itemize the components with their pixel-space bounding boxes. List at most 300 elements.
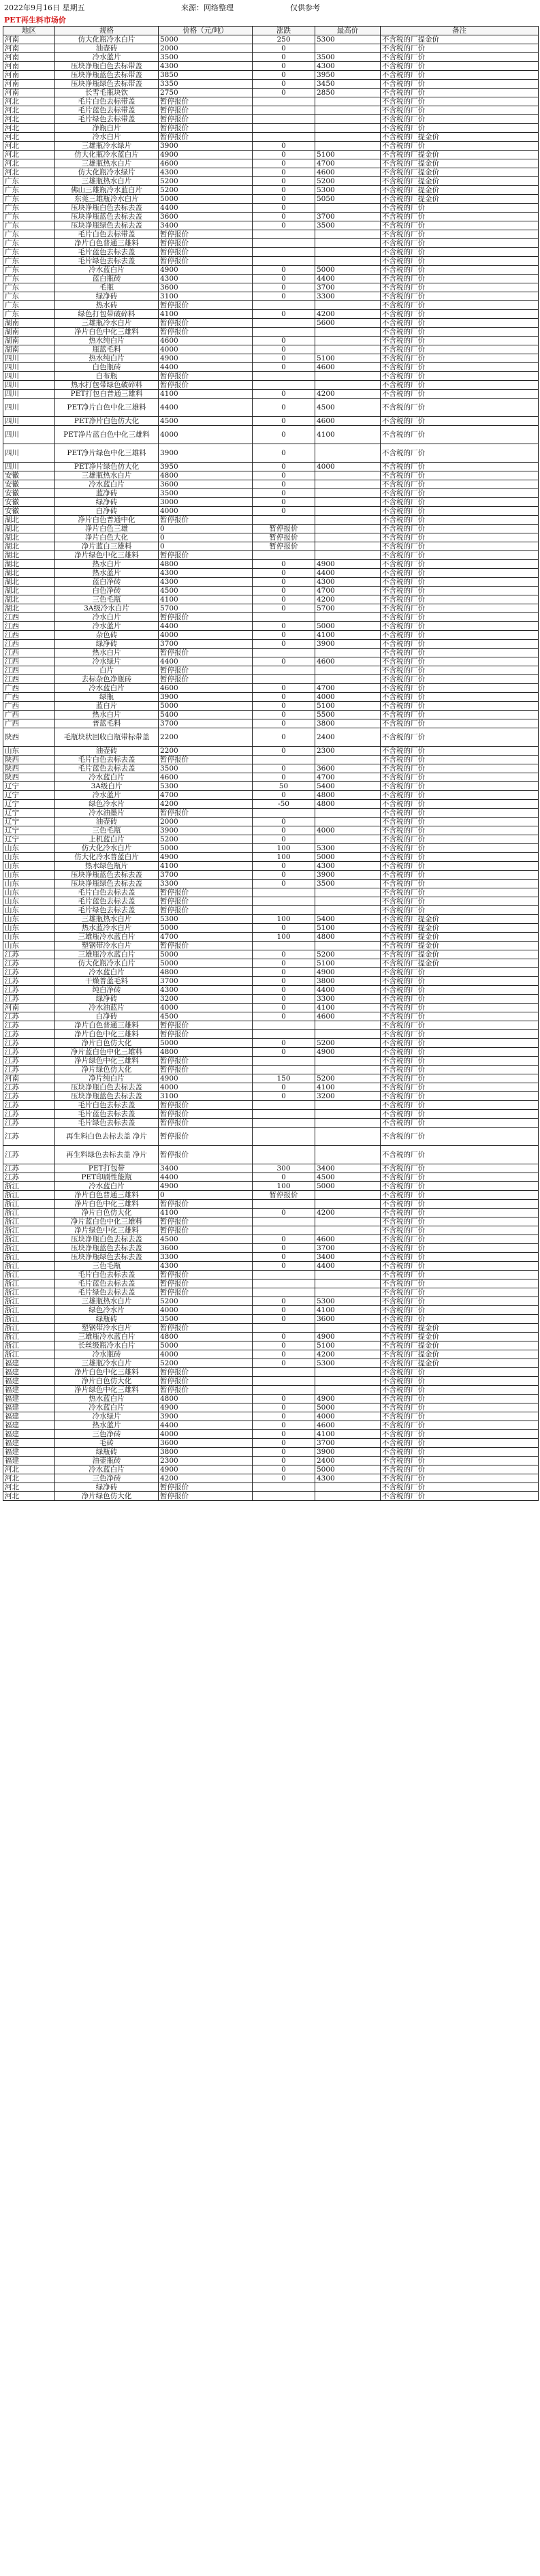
cell-region: 河北 [3, 1483, 55, 1492]
table-row [3, 106, 539, 115]
cell-region: 辽宁 [3, 835, 55, 844]
cell-spec: 绿色打包带破碎料 [55, 310, 159, 319]
cell-spec: 净片绿色中化三雄料 [55, 1226, 159, 1235]
cell-note: 不含税的厂价 [381, 1395, 539, 1403]
cell-spec: 佛山三雄瓶冷水蓝白片 [55, 186, 159, 195]
cell-price: 4800 [159, 560, 253, 569]
table-row [3, 800, 539, 809]
cell-spec: 白片 [55, 666, 159, 675]
cell-note: 不含税的厂价 [381, 525, 539, 533]
table-row [3, 1324, 539, 1333]
cell-change: 0 [253, 471, 315, 480]
price-table-body [3, 35, 539, 1501]
cell-change: 0 [253, 168, 315, 177]
cell-price: 暂停报价 [159, 1057, 253, 1066]
table-row [3, 1483, 539, 1492]
table-row [3, 1173, 539, 1182]
cell-region: 福建 [3, 1395, 55, 1403]
cell-change [253, 675, 315, 684]
cell-spec: 冷水蓝白片 [55, 1403, 159, 1412]
cell-note: 不含税的厂价 [381, 1057, 539, 1066]
table-row [3, 292, 539, 301]
cell-region: 江西 [3, 657, 55, 666]
cell-change: 0 [253, 1465, 315, 1474]
cell-high: 5400 [315, 782, 381, 791]
cell-change: 100 [253, 853, 315, 862]
cell-note: 不含税的厂价 [381, 782, 539, 791]
cell-region: 陕西 [3, 773, 55, 782]
cell-note: 不含税的厂价 [381, 1439, 539, 1448]
cell-spec: 冷水绿片 [55, 1412, 159, 1421]
cell-high: 4600 [315, 1012, 381, 1021]
cell-high [315, 471, 381, 480]
cell-high [315, 444, 381, 463]
cell-spec: PET打包白普通三雄料 [55, 390, 159, 399]
cell-region: 浙江 [3, 1350, 55, 1359]
cell-change: 0 [253, 569, 315, 578]
cell-spec: 蓝白片 [55, 702, 159, 711]
cell-change: 0 [253, 417, 315, 426]
cell-spec: 冷水蓝白片 [55, 1465, 159, 1474]
table-row [3, 283, 539, 292]
cell-spec: 冷水瓶砖 [55, 1350, 159, 1359]
cell-high: 3200 [315, 1092, 381, 1101]
table-row [3, 657, 539, 666]
cell-note: 不含税的厂价 [381, 649, 539, 657]
cell-spec: 冷水油墨片 [55, 809, 159, 818]
cell-spec: 白布瓶 [55, 372, 159, 381]
cell-change: 0 [253, 71, 315, 80]
cell-high: 5300 [315, 1297, 381, 1306]
cell-price: 4500 [159, 587, 253, 595]
cell-change: 0 [253, 195, 315, 204]
cell-note: 不含税的厂价 [381, 80, 539, 89]
table-row [3, 809, 539, 818]
cell-region: 浙江 [3, 1200, 55, 1209]
cell-note: 不含税的厂价 [381, 507, 539, 516]
cell-spec: 毛片白色去标去盖 [55, 1271, 159, 1279]
cell-spec: 压块净瓶蓝色去标去盖 [55, 213, 159, 221]
cell-region: 山东 [3, 853, 55, 862]
cell-price: 4500 [159, 1012, 253, 1021]
cell-high: 4600 [315, 363, 381, 372]
cell-change: 0 [253, 177, 315, 186]
cell-high [315, 906, 381, 915]
cell-spec: 油壶砖 [55, 818, 159, 826]
table-row [3, 133, 539, 142]
table-row [3, 525, 539, 533]
cell-high: 4800 [315, 791, 381, 800]
cell-price: 暂停报价 [159, 115, 253, 124]
cell-high: 5400 [315, 915, 381, 924]
cell-region: 福建 [3, 1386, 55, 1395]
cell-spec: PET净片蓝白色中化三雄料 [55, 426, 159, 444]
table-row [3, 1164, 539, 1173]
cell-spec: 净片白色大化 [55, 533, 159, 542]
cell-change: 0 [253, 80, 315, 89]
cell-price: 5000 [159, 702, 253, 711]
cell-high: 4900 [315, 1048, 381, 1057]
cell-price: 5400 [159, 711, 253, 719]
cell-region: 江苏 [3, 1057, 55, 1066]
cell-price: 4600 [159, 337, 253, 345]
cell-note: 不含税的厂价 [381, 516, 539, 525]
cell-note: 不含税的厂提金价 [381, 168, 539, 177]
cell-price: 暂停报价 [159, 675, 253, 684]
cell-price: 3300 [159, 880, 253, 888]
cell-note: 不含税的厂价 [381, 666, 539, 675]
cell-spec: 净片白色仿大化 [55, 1209, 159, 1217]
cell-high: 3500 [315, 221, 381, 230]
cell-note: 不含税的厂价 [381, 301, 539, 310]
cell-spec: 冷水蓝片 [55, 622, 159, 631]
cell-region: 福建 [3, 1430, 55, 1439]
cell-high: 4400 [315, 275, 381, 283]
cell-note: 不含税的厂价 [381, 551, 539, 560]
cell-high: 5100 [315, 354, 381, 363]
cell-high: 4600 [315, 1421, 381, 1430]
cell-price: 暂停报价 [159, 1288, 253, 1297]
cell-change: 0 [253, 693, 315, 702]
cell-high [315, 1271, 381, 1279]
cell-price: 暂停报价 [159, 888, 253, 897]
cell-price: 暂停报价 [159, 1066, 253, 1074]
cell-price: 4000 [159, 1306, 253, 1315]
cell-high: 4900 [315, 968, 381, 977]
table-row [3, 1377, 539, 1386]
cell-note: 不含税的厂提金价 [381, 1341, 539, 1350]
cell-change [253, 319, 315, 328]
cell-price: 暂停报价 [159, 328, 253, 337]
table-row [3, 1191, 539, 1200]
cell-region: 河南 [3, 44, 55, 53]
table-row [3, 702, 539, 711]
cell-change: 0 [253, 283, 315, 292]
table-row [3, 507, 539, 516]
cell-note: 不含税的厂价 [381, 995, 539, 1004]
cell-price: 4300 [159, 1262, 253, 1271]
cell-note: 不含税的厂价 [381, 1004, 539, 1012]
cell-note: 不含税的厂价 [381, 844, 539, 853]
cell-change: 0 [253, 399, 315, 417]
table-row [3, 747, 539, 756]
cell-spec: 三色毛瓶 [55, 826, 159, 835]
cell-note: 不含税的厂价 [381, 1368, 539, 1377]
cell-note: 不含税的厂价 [381, 1101, 539, 1110]
cell-price: 2750 [159, 89, 253, 97]
cell-change: 0 [253, 266, 315, 275]
cell-note: 不含税的厂价 [381, 1226, 539, 1235]
table-row [3, 595, 539, 604]
cell-price: 5000 [159, 959, 253, 968]
cell-price: 4400 [159, 657, 253, 666]
cell-change: 0 [253, 1359, 315, 1368]
cell-change: 0 [253, 560, 315, 569]
cell-price: 5000 [159, 195, 253, 204]
cell-region: 江西 [3, 649, 55, 657]
cell-note: 不含税的厂价 [381, 1315, 539, 1324]
cell-note: 不含税的厂价 [381, 463, 539, 471]
cell-spec: 去标杂色净瓶砖 [55, 675, 159, 684]
cell-price: 暂停报价 [159, 239, 253, 248]
table-row [3, 516, 539, 525]
cell-region: 陕西 [3, 764, 55, 773]
table-row [3, 363, 539, 372]
cell-spec: 三雄瓶冷水白片 [55, 319, 159, 328]
cell-price: 5200 [159, 1359, 253, 1368]
cell-high [315, 942, 381, 950]
cell-high: 5000 [315, 1182, 381, 1191]
cell-price: 4700 [159, 791, 253, 800]
cell-price: 4300 [159, 578, 253, 587]
cell-spec: 压块净瓶绿色去标去盖 [55, 1253, 159, 1262]
table-row [3, 764, 539, 773]
cell-high [315, 551, 381, 560]
cell-change [253, 124, 315, 133]
cell-note: 不含税的厂价 [381, 1110, 539, 1119]
cell-region: 河北 [3, 151, 55, 159]
cell-high: 4200 [315, 1350, 381, 1359]
cell-high: 3500 [315, 53, 381, 62]
table-row [3, 897, 539, 906]
cell-region: 河南 [3, 1074, 55, 1083]
cell-high: 5200 [315, 950, 381, 959]
cell-region: 四川 [3, 399, 55, 417]
cell-spec: 净片白色普通三雄料 [55, 1021, 159, 1030]
cell-region: 福建 [3, 1359, 55, 1368]
cell-spec: 绿净砖 [55, 1483, 159, 1492]
cell-spec: 三色净砖 [55, 1474, 159, 1483]
cell-spec: 热水白片 [55, 711, 159, 719]
cell-spec: 冷水绿片 [55, 657, 159, 666]
cell-note: 不含税的厂价 [381, 1306, 539, 1315]
cell-price: 暂停报价 [159, 1110, 253, 1119]
cell-note: 不含税的厂价 [381, 1119, 539, 1128]
cell-high [315, 809, 381, 818]
cell-note: 不含税的厂价 [381, 310, 539, 319]
cell-region: 河北 [3, 1465, 55, 1474]
cell-change: 300 [253, 1164, 315, 1173]
cell-change: 0 [253, 791, 315, 800]
table-row [3, 1492, 539, 1501]
cell-price: 暂停报价 [159, 613, 253, 622]
table-row [3, 1448, 539, 1457]
cell-region: 四川 [3, 381, 55, 390]
table-row [3, 1209, 539, 1217]
cell-price: 5000 [159, 844, 253, 853]
cell-high [315, 498, 381, 507]
cell-change: 0 [253, 871, 315, 880]
cell-region: 安徽 [3, 507, 55, 516]
cell-high: 5200 [315, 1074, 381, 1083]
cell-region: 湖北 [3, 516, 55, 525]
cell-change: 0 [253, 959, 315, 968]
cell-high: 3900 [315, 871, 381, 880]
table-row [3, 1279, 539, 1288]
cell-spec: 压块净瓶白色去标去盖 [55, 1083, 159, 1092]
cell-price: 4000 [159, 1430, 253, 1439]
cell-note: 不含税的厂价 [381, 747, 539, 756]
cell-region: 福建 [3, 1439, 55, 1448]
cell-price: 暂停报价 [159, 1226, 253, 1235]
cell-high [315, 239, 381, 248]
cell-spec: 瓶蓝毛料 [55, 345, 159, 354]
cell-note: 不含税的厂价 [381, 800, 539, 809]
cell-price: 5300 [159, 915, 253, 924]
cell-spec: 毛片白色去标去盖 [55, 1101, 159, 1110]
cell-region: 江苏 [3, 1048, 55, 1057]
cell-change: 0 [253, 1457, 315, 1465]
cell-high [315, 381, 381, 390]
cell-price: 4300 [159, 62, 253, 71]
cell-change [253, 1110, 315, 1119]
cell-spec: 白色净砖 [55, 587, 159, 595]
cell-change: 100 [253, 915, 315, 924]
cell-high [315, 115, 381, 124]
cell-high [315, 888, 381, 897]
cell-spec: 三色净砖 [55, 1430, 159, 1439]
cell-price: 4000 [159, 345, 253, 354]
table-row [3, 693, 539, 702]
cell-price: 暂停报价 [159, 942, 253, 950]
table-row [3, 489, 539, 498]
cell-change: 0 [253, 631, 315, 640]
cell-note: 不含税的厂价 [381, 221, 539, 230]
cell-region: 广西 [3, 684, 55, 693]
cell-change: 0 [253, 826, 315, 835]
cell-price: 暂停报价 [159, 1368, 253, 1377]
cell-note: 不含税的厂价 [381, 968, 539, 977]
cell-spec: 绿瓶 [55, 693, 159, 702]
table-row [3, 551, 539, 560]
cell-spec: 净片白色中化三雄料 [55, 328, 159, 337]
cell-spec: 净片蓝白三雄料 [55, 542, 159, 551]
cell-change: 0 [253, 1403, 315, 1412]
cell-region: 辽宁 [3, 809, 55, 818]
cell-region: 河南 [3, 80, 55, 89]
cell-region: 山东 [3, 897, 55, 906]
header-spec: 规格 [55, 27, 159, 35]
cell-spec: 塑钢带冷水白片 [55, 942, 159, 950]
cell-note: 不含税的厂提金价 [381, 133, 539, 142]
cell-change [253, 372, 315, 381]
cell-region: 江苏 [3, 1146, 55, 1164]
cell-change: 暂停报价 [253, 533, 315, 542]
cell-price: 3700 [159, 719, 253, 728]
cell-note: 不含税的厂价 [381, 1164, 539, 1173]
table-row [3, 613, 539, 622]
table-row [3, 159, 539, 168]
table-row [3, 631, 539, 640]
cell-spec: 压块净瓶蓝色去标去盖 [55, 1092, 159, 1101]
cell-note: 不含税的厂价 [381, 124, 539, 133]
cell-region: 山东 [3, 747, 55, 756]
table-row [3, 569, 539, 578]
cell-price: 暂停报价 [159, 551, 253, 560]
cell-price: 暂停报价 [159, 230, 253, 239]
cell-high [315, 372, 381, 381]
cell-price: 2000 [159, 44, 253, 53]
cell-region: 安徽 [3, 471, 55, 480]
cell-note: 不含税的厂价 [381, 390, 539, 399]
cell-spec: 杂色砖 [55, 631, 159, 640]
cell-price: 4000 [159, 426, 253, 444]
cell-high: 5100 [315, 959, 381, 968]
cell-price: 4800 [159, 1395, 253, 1403]
cell-high: 2850 [315, 89, 381, 97]
cell-high [315, 756, 381, 764]
table-row [3, 345, 539, 354]
cell-high: 5300 [315, 844, 381, 853]
cell-spec: 绿瓶砖 [55, 1315, 159, 1324]
cell-region: 广东 [3, 275, 55, 283]
table-row [3, 115, 539, 124]
cell-region: 河北 [3, 124, 55, 133]
cell-spec: PET净片白色中化三雄料 [55, 399, 159, 417]
cell-price: 3600 [159, 283, 253, 292]
cell-change: 0 [253, 221, 315, 230]
cell-price: 4100 [159, 390, 253, 399]
cell-change: 0 [253, 1209, 315, 1217]
table-row [3, 239, 539, 248]
cell-spec: 长丝级瓶冷水白片 [55, 1341, 159, 1350]
cell-note: 不含税的厂价 [381, 417, 539, 426]
cell-note: 不含税的厂提金价 [381, 151, 539, 159]
table-row [3, 826, 539, 835]
cell-spec: 干燥普蓝毛料 [55, 977, 159, 986]
cell-region: 江苏 [3, 1066, 55, 1074]
cell-price: 5000 [159, 1039, 253, 1048]
cell-note: 不含税的厂价 [381, 764, 539, 773]
cell-change: 0 [253, 1430, 315, 1439]
cell-spec: 绿色冷水片 [55, 1306, 159, 1315]
cell-spec: 油壶砖 [55, 747, 159, 756]
cell-high: 3700 [315, 213, 381, 221]
cell-high [315, 124, 381, 133]
cell-region: 江西 [3, 622, 55, 631]
cell-spec: 毛片绿色去标去盖 [55, 1288, 159, 1297]
cell-price: 4400 [159, 363, 253, 372]
cell-high: 4600 [315, 1235, 381, 1244]
cell-change [253, 1200, 315, 1209]
cell-high: 3900 [315, 1448, 381, 1457]
cell-spec: 绿净砖 [55, 995, 159, 1004]
cell-change: 暂停报价 [253, 542, 315, 551]
cell-high: 2400 [315, 1457, 381, 1465]
table-row [3, 1359, 539, 1368]
cell-price: 暂停报价 [159, 1119, 253, 1128]
table-row [3, 853, 539, 862]
cell-note: 不含税的厂价 [381, 1377, 539, 1386]
cell-price: 暂停报价 [159, 1021, 253, 1030]
cell-spec: 仿大化冷水白片 [55, 844, 159, 853]
cell-price: 3500 [159, 1315, 253, 1324]
cell-note: 不含税的厂价 [381, 89, 539, 97]
cell-high [315, 613, 381, 622]
cell-price: 暂停报价 [159, 1386, 253, 1395]
cell-change [253, 809, 315, 818]
cell-high: 4300 [315, 1474, 381, 1483]
cell-price: 3600 [159, 1244, 253, 1253]
cell-price: 0 [159, 542, 253, 551]
table-row [3, 124, 539, 133]
cell-note: 不含税的厂价 [381, 1200, 539, 1209]
cell-note: 不含税的厂提金价 [381, 1324, 539, 1333]
cell-note: 不含税的厂价 [381, 1173, 539, 1182]
cell-spec: 再生料绿色去标去盖 净片 [55, 1146, 159, 1164]
cell-spec: 毛片绿色去标去盖 [55, 906, 159, 915]
cell-region: 四川 [3, 372, 55, 381]
